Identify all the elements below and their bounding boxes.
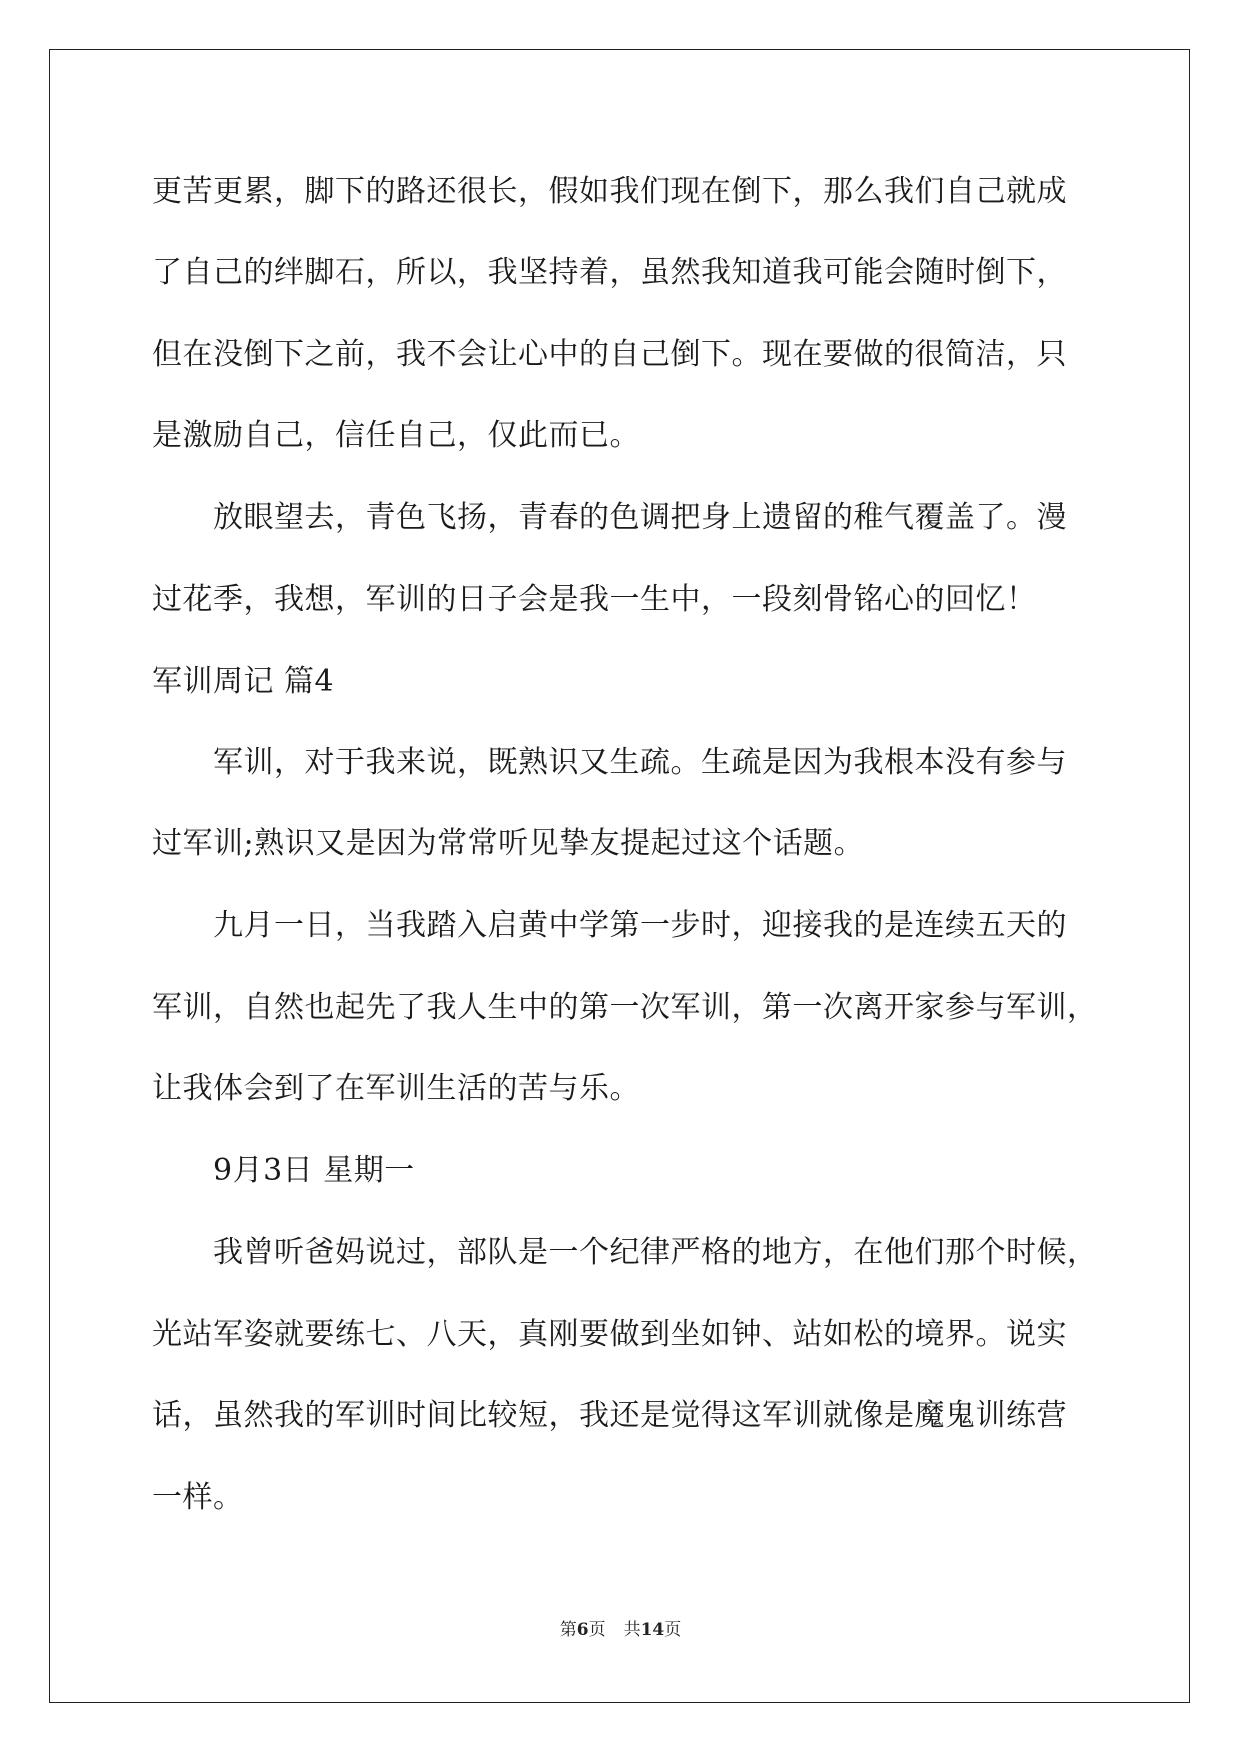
text-line: 军训，自然也起先了我人生中的第一次军训，第一次离开家参与军训， <box>152 990 1098 1025</box>
text-line: 话，虽然我的军训时间比较短，我还是觉得这军训就像是魔鬼训练营 <box>152 1398 1067 1433</box>
section-heading: 军训周记 篇4 <box>152 664 335 699</box>
text-line: 过军训;熟识又是因为常常听见挚友提起过这个话题。 <box>152 826 865 861</box>
text-line: 是激励自己，信任自己，仅此而已。 <box>152 418 640 453</box>
text-line: 我曾听爸妈说过，部队是一个纪律严格的地方，在他们那个时候， <box>152 1235 1098 1270</box>
text-line: 但在没倒下之前，我不会让心中的自己倒下。现在要做的很简洁，只 <box>152 337 1067 372</box>
text-line: 让我体会到了在军训生活的苦与乐。 <box>152 1071 640 1106</box>
footer-total-suffix: 页 <box>664 1620 682 1640</box>
text-line: 放眼望去，青色飞扬，青春的色调把身上遗留的稚气覆盖了。漫 <box>152 500 1067 535</box>
text-line: 更苦更累，脚下的路还很长，假如我们现在倒下，那么我们自己就成 <box>152 174 1067 209</box>
text-line: 军训，对于我来说，既熟识又生疏。生疏是因为我根本没有参与 <box>152 745 1067 780</box>
page-number: 6 <box>576 1620 589 1640</box>
text-line: 一样。 <box>152 1480 244 1515</box>
footer-prefix: 第 <box>559 1620 577 1640</box>
total-pages: 14 <box>640 1620 665 1640</box>
text-line: 了自己的绊脚石，所以，我坚持着，虽然我知道我可能会随时倒下， <box>152 255 1067 290</box>
footer-page-suffix: 页 <box>588 1620 606 1640</box>
text-line: 九月一日，当我踏入启黄中学第一步时，迎接我的是连续五天的 <box>152 908 1067 943</box>
date-line: 9月3日 星期一 <box>152 1153 415 1188</box>
page-footer <box>0 1618 1241 1642</box>
footer-total-prefix: 共 <box>623 1620 641 1640</box>
page-border <box>49 49 1190 1703</box>
text-line: 光站军姿就要练七、八天，真刚要做到坐如钟、站如松的境界。说实 <box>152 1317 1067 1352</box>
text-line: 过花季，我想，军训的日子会是我一生中，一段刻骨铭心的回忆！ <box>152 582 1037 617</box>
